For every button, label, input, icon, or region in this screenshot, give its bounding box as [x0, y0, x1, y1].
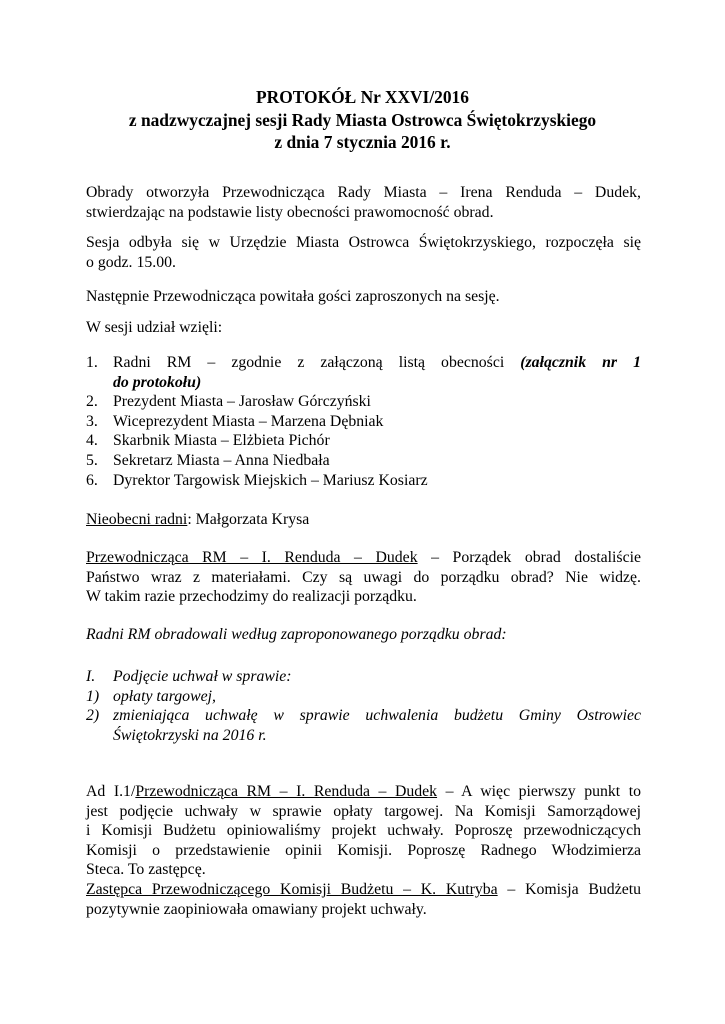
deputy-line-2: pozytywnie zaopiniowała omawiany projekt uchwały. — [86, 900, 427, 918]
agenda-note-text: Radni RM obradowali według zaproponowanego porządku obrad: — [86, 626, 507, 643]
chair-line-3: W takim razie przechodzimy do realizacji porządku. — [86, 588, 417, 606]
list-item-text-continued: Świętokrzyski na 2016 r. — [113, 726, 267, 744]
deputy-speaker-name: Zastępca Przewodniczącego Komisji Budżetu – K. Kutryba — [86, 880, 498, 898]
list-item-number: 5. — [86, 451, 98, 469]
list-item — [86, 431, 641, 451]
list-item-line — [113, 353, 641, 373]
list-item-text: Sekretarz Miasta – Anna Niedbała — [113, 451, 330, 469]
list-item-number: 2. — [86, 393, 98, 411]
chair-line-1 — [86, 548, 641, 568]
annex-reference: (załącznik nr 1 — [520, 354, 641, 371]
list-item — [86, 353, 641, 392]
guests-paragraph — [86, 287, 641, 307]
list-item-text: Skarbnik Miasta – Elżbieta Pichór — [113, 432, 330, 450]
list-item-number: 3. — [86, 412, 98, 430]
list-item-text: Wiceprezydent Miasta – Marzena Dębniak — [113, 412, 384, 430]
absent-names: Małgorzata Krysa — [195, 511, 310, 528]
list-item-number: 6. — [86, 471, 98, 489]
discussion-line-5: Steca. To zastępcę. — [86, 861, 206, 879]
attendance-heading-text: W sesji udział wzięli: — [86, 319, 223, 336]
list-item-text: Dyrektor Targowisk Miejskich – Mariusz Kosiarz — [113, 471, 428, 489]
discussion-line-3: i Komisji Budżetu opiniowaliśmy projekt uchwały. Poproszę przewodniczących — [86, 822, 641, 840]
agenda-note — [86, 625, 641, 645]
item-prefix: Ad I.1/ — [86, 783, 136, 800]
attendees-list — [86, 353, 641, 490]
list-item — [86, 706, 641, 745]
list-item-text: Radni RM – zgodnie z załączoną listą obecności — [113, 354, 521, 371]
title-line-1: PROTOKÓŁ Nr XXVI/2016 — [256, 87, 469, 107]
opening-paragraph — [86, 183, 641, 222]
list-item-number: 4. — [86, 432, 98, 450]
guests-text: Następnie Przewodnicząca powitała gości zaproszonych na sesję. — [86, 288, 500, 305]
absent-line — [86, 510, 641, 530]
chair-line-2: Państwo wraz z materiałami. Czy są uwagi do porządku obrad? Nie widzę. — [86, 568, 641, 586]
absent-councillors — [86, 510, 641, 530]
list-item-text: zmieniająca uchwałę w sprawie uchwalenia budżetu Gminy Ostrowiec — [113, 707, 641, 725]
session-location-line-1: Sesja odbyła się w Urzędzie Miasta Ostrowca Świętokrzyskiego, rozpoczęła się — [86, 234, 641, 251]
opening-line-1: Obrady otworzyła Przewodnicząca Rady Miasta – Irena Renduda – Dudek, — [86, 184, 641, 201]
list-item — [86, 471, 641, 491]
list-item — [86, 392, 641, 412]
session-location-paragraph — [86, 233, 641, 272]
attendance-heading — [86, 318, 641, 338]
session-location-line-2: o godz. 15.00. — [86, 253, 176, 271]
title-line-3: z dnia 7 stycznia 2016 r. — [274, 132, 451, 152]
agenda-section — [86, 667, 641, 687]
discussion-line-1-text: – A więc pierwszy punkt to — [437, 783, 641, 800]
discussion-line-4: Komisji o przedstawienie opinii Komisji. Poproszę Radnego Włodzimierza — [86, 841, 641, 859]
list-item — [86, 687, 641, 707]
agenda-list — [86, 667, 641, 745]
deputy-line-1-text: – Komisja Budżetu — [497, 880, 641, 898]
list-item-text: Prezydent Miasta – Jarosław Górczyński — [113, 393, 371, 411]
title-line-2: z nadzwyczajnej sesji Rady Miasta Ostrowca Świętokrzyskiego — [128, 109, 597, 130]
absent-colon: : — [187, 511, 196, 528]
agenda-item-discussion — [86, 782, 641, 919]
speaker-name: Przewodnicząca RM – I. Renduda – Dudek — [135, 783, 438, 800]
list-item-text: opłaty targowej, — [113, 687, 216, 705]
absent-label: Nieobecni radni — [86, 511, 188, 528]
deputy-line-1 — [86, 880, 641, 900]
chair-statement — [86, 548, 641, 607]
opening-line-2: stwierdzając na podstawie listy obecności prawomocność obrad. — [86, 203, 494, 221]
speaker-name: Przewodnicząca RM – I. Renduda – Dudek — [86, 549, 418, 566]
chair-line-1-text: – Porządek obrad dostaliście — [417, 549, 641, 566]
list-item — [86, 451, 641, 471]
annex-reference-continued: do protokołu) — [113, 373, 202, 391]
list-item-number: 2) — [86, 707, 100, 725]
list-item-number: 1) — [86, 687, 100, 705]
agenda-section-text: Podjęcie uchwał w sprawie: — [113, 668, 292, 685]
discussion-line-1 — [86, 782, 641, 802]
discussion-line-2: jest podjęcie uchwały w sprawie opłaty targowej. Na Komisji Samorządowej — [86, 802, 641, 820]
list-item — [86, 412, 641, 432]
protocol-title — [86, 86, 639, 154]
agenda-section-number: I. — [86, 668, 96, 685]
list-item-number: 1. — [86, 354, 98, 371]
